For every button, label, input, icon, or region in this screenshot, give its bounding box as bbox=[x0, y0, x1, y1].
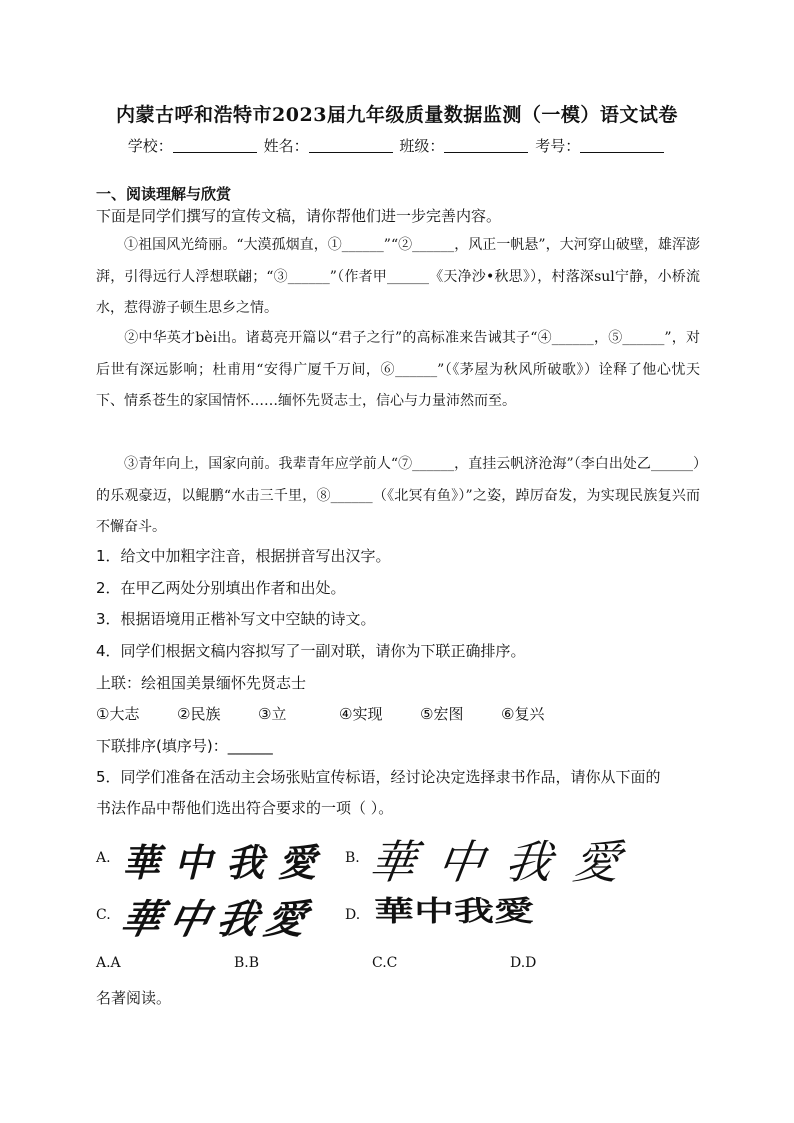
number-label: 考号： bbox=[535, 137, 581, 155]
calligraphy-b: 華中我愛 bbox=[365, 835, 646, 889]
intro-text: 下面是同学们撰写的宣传文稿，请你帮他们进一步完善内容。 bbox=[96, 207, 502, 225]
paragraph-3 bbox=[96, 449, 700, 544]
choice-b[interactable]: B.B bbox=[234, 955, 260, 971]
option-1: ①大志 bbox=[96, 705, 140, 723]
calligraphy-c: 華中我愛 bbox=[116, 896, 319, 943]
question-4: 4．同学们根据文稿内容拟写了一副对联，请你为下联正确排序。 bbox=[96, 642, 526, 660]
paragraph-2 bbox=[96, 323, 700, 418]
section-heading: 一、阅读理解与欣赏 bbox=[96, 185, 232, 203]
class-label: 班级： bbox=[399, 137, 445, 155]
calligraphy-d: 華中我愛 bbox=[374, 894, 534, 928]
option-4: ④实现 bbox=[339, 705, 383, 723]
paragraph-2-text: ②中华英才bèi出。诸葛亮开篇以“君子之行”的高标准来告诫其子“④______，⑤______”，对后世有深远影响；杜甫用“安得广厦千万间，⑥______”（《茅屋为秋风所破歌》）诠释了他心忧天下、情系苍生的家国情怀……缅怀先贤志士，信心与力量沛然而至。 bbox=[96, 330, 700, 409]
question-2: 2．在甲乙两处分别填出作者和出处。 bbox=[96, 579, 346, 597]
option-5: ⑤宏图 bbox=[420, 705, 464, 723]
question-3: 3．根据语境用正楷补写文中空缺的诗文。 bbox=[96, 610, 376, 628]
school-label: 学校： bbox=[127, 137, 173, 155]
masterpiece-heading: 名著阅读。 bbox=[96, 989, 172, 1007]
option-2: ②民族 bbox=[177, 705, 221, 723]
paragraph-1-text: ①祖国风光绮丽。“大漠孤烟直，①______”“②______，风正一帆悬”，大河穿山破壁，雄浑澎湃，引得远行人浮想联翩；“③______”（作者甲______《天净沙•秋思》），村落深sul宁静，小桥流水，惹得游子顿生思乡之情。 bbox=[96, 237, 700, 316]
student-info-row bbox=[0, 135, 794, 156]
lower-couplet: 下联排序(填序号)：______ bbox=[96, 737, 273, 755]
page-title: 内蒙古呼和浩特市2023届九年级质量数据监测（一模）语文试卷 bbox=[116, 104, 678, 126]
couplet-options bbox=[96, 703, 582, 724]
upper-couplet: 上联：绘祖国美景缅怀先贤志士 bbox=[96, 674, 307, 692]
name-field[interactable] bbox=[309, 138, 393, 153]
calligraphy-b-label: B. bbox=[345, 850, 360, 866]
calligraphy-a: 華中我愛 bbox=[122, 840, 331, 885]
choice-d[interactable]: D.D bbox=[510, 955, 537, 971]
choice-c[interactable]: C.C bbox=[372, 955, 398, 971]
option-3: ③立 bbox=[258, 705, 287, 723]
question-5-line-1: 5．同学们准备在活动主会场张贴宣传标语，经讨论决定选择隶书作品，请你从下面的 bbox=[96, 768, 661, 786]
school-field[interactable] bbox=[173, 138, 257, 153]
calligraphy-d-label: D. bbox=[345, 907, 361, 923]
name-label: 姓名： bbox=[263, 137, 309, 155]
class-field[interactable] bbox=[444, 138, 528, 153]
choice-a[interactable]: A.A bbox=[96, 955, 121, 971]
number-field[interactable] bbox=[580, 138, 664, 153]
question-5-line-2: 书法作品中帮他们选出符合要求的一项（ ）。 bbox=[96, 799, 394, 817]
question-1: 1．给文中加粗字注音，根据拼音写出汉字。 bbox=[96, 547, 391, 565]
option-6: ⑥复兴 bbox=[501, 705, 545, 723]
calligraphy-a-label: A. bbox=[96, 850, 111, 866]
calligraphy-c-label: C. bbox=[96, 907, 111, 923]
paragraph-3-text: ③青年向上，国家向前。我辈青年应学前人“⑦______，直挂云帆济沧海”（李白出处乙______）的乐观豪迈，以鲲鹏“水击三千里，⑧______（《北冥有鱼》）”之姿，踔厉奋发，为实现民族复兴而不懈奋斗。 bbox=[96, 456, 700, 535]
paragraph-1 bbox=[96, 230, 700, 325]
answer-choices bbox=[96, 955, 648, 971]
